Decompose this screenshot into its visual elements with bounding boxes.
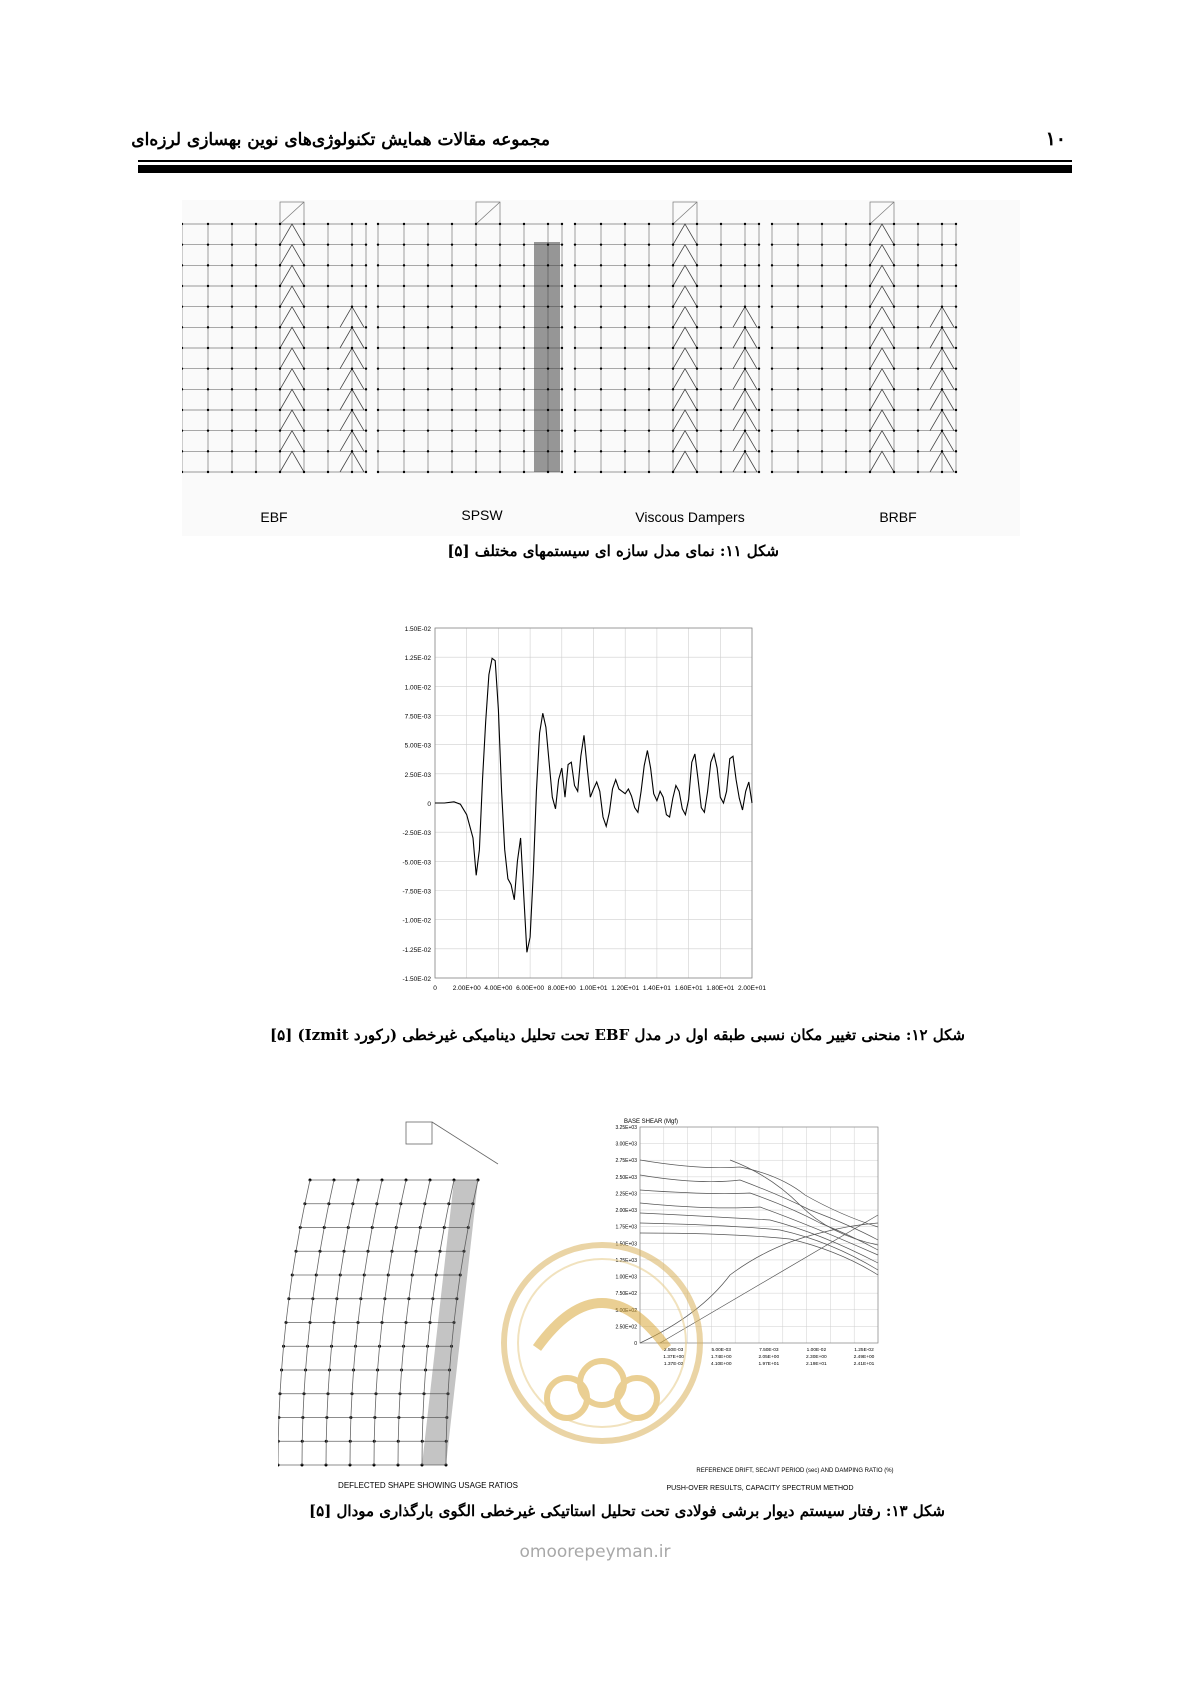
pushover-y-tick: 1.50E+03 bbox=[615, 1241, 637, 1248]
pushover-x-tick: 1.37E+00 bbox=[663, 1355, 684, 1360]
page-number: ۱۰ bbox=[1045, 128, 1066, 150]
x-tick-label: 1.20E+01 bbox=[611, 985, 640, 992]
x-tick-label: 1.00E+01 bbox=[579, 985, 608, 992]
deflected-shape-label: DEFLECTED SHAPE SHOWING USAGE RATIOS bbox=[338, 1481, 518, 1490]
frame-label-ebf: EBF bbox=[260, 509, 288, 525]
pushover-x-tick: 7.50E-03 bbox=[759, 1348, 779, 1353]
y-tick-label: 7.50E-03 bbox=[404, 713, 431, 721]
pushover-y-tick: 0 bbox=[634, 1341, 637, 1347]
pushover-x-tick: 1.37E-03 bbox=[663, 1362, 684, 1367]
pushover-x-tick: 1.74E+00 bbox=[710, 1355, 732, 1360]
pushover-y-tick: 2.00E+03 bbox=[615, 1208, 637, 1215]
pushover-x-tick: 1.97E+01 bbox=[758, 1362, 780, 1367]
pushover-bottom-label: PUSH-OVER RESULTS, CAPACITY SPECTRUM METHOD bbox=[666, 1485, 854, 1492]
pushover-curve bbox=[730, 1160, 878, 1245]
header-rule-thick bbox=[138, 165, 1072, 173]
y-tick-label: -1.50E-02 bbox=[402, 976, 431, 983]
y-tick-label: 1.50E-02 bbox=[404, 626, 431, 633]
x-tick-label: 4.00E+00 bbox=[484, 985, 513, 992]
watermark-seal-icon bbox=[497, 1238, 707, 1448]
drift-chart-svg bbox=[390, 622, 815, 1017]
pushover-x-tick: 1.25E-02 bbox=[854, 1348, 874, 1353]
x-tick-label: 8.00E+00 bbox=[547, 985, 576, 992]
pushover-x-tick: 4.10E+00 bbox=[710, 1362, 732, 1367]
pushover-x-tick: 5.00E-03 bbox=[711, 1348, 731, 1353]
figure-11-frames bbox=[182, 200, 1020, 536]
x-tick-label: 2.00E+01 bbox=[737, 985, 767, 992]
pushover-y-tick: 7.50E+02 bbox=[615, 1291, 637, 1298]
figure-12-chart bbox=[390, 622, 815, 1017]
y-tick-label: 5.00E-03 bbox=[404, 742, 431, 750]
pushover-y-tick: 1.25E+03 bbox=[615, 1257, 637, 1264]
y-tick-label: -1.25E-02 bbox=[402, 946, 431, 954]
pushover-y-tick: 3.25E+03 bbox=[615, 1125, 637, 1131]
figure-12-caption: شکل ۱۲: منحنی تغییر مکان نسبی طبقه اول در مدل EBF تحت تحلیل دینامیکی غیرخطی (رکورد Izmit) [۵] bbox=[270, 1026, 965, 1044]
y-tick-label: -5.00E-03 bbox=[402, 859, 431, 867]
frame-label-spsw: SPSW bbox=[461, 507, 503, 523]
pushover-y-tick: 3.00E+03 bbox=[615, 1141, 637, 1148]
x-tick-label: 1.40E+01 bbox=[642, 985, 671, 992]
watermark-url: omoorepeyman.ir bbox=[519, 1542, 671, 1562]
pushover-x-tick: 2.50E-03 bbox=[663, 1348, 684, 1353]
frame-label-brbf: BRBF bbox=[879, 509, 917, 525]
y-tick-label: -1.00E-02 bbox=[402, 917, 431, 925]
figure-11-canvas bbox=[182, 200, 1020, 536]
pushover-y-tick: 2.50E+03 bbox=[615, 1174, 637, 1181]
x-tick-label: 2.00E+00 bbox=[452, 985, 481, 992]
pushover-x-tick: 2.49E+00 bbox=[853, 1355, 875, 1360]
pushover-x-tick: 2.05E+00 bbox=[758, 1355, 780, 1360]
y-tick-label: 2.50E-03 bbox=[404, 771, 431, 779]
header-rule-thin bbox=[138, 160, 1072, 162]
pushover-y-tick: 1.00E+03 bbox=[615, 1274, 637, 1281]
x-tick-label: 6.00E+00 bbox=[516, 985, 545, 992]
pushover-x-tick: 2.19E+01 bbox=[806, 1362, 827, 1367]
pushover-y-title: BASE SHEAR (Mgf) bbox=[624, 1119, 679, 1125]
figure-11-caption: شکل ۱۱: نمای مدل سازه ای سیستمهای مختلف [۵] bbox=[447, 542, 779, 560]
x-tick-label: 1.60E+01 bbox=[674, 985, 703, 992]
x-tick-label: 0 bbox=[433, 985, 437, 992]
pushover-y-tick: 1.75E+03 bbox=[615, 1224, 637, 1231]
pushover-x-tick: 2.30E+00 bbox=[806, 1355, 827, 1360]
pushover-x-tick: 1.00E-02 bbox=[806, 1348, 827, 1353]
frame-label-viscous-dampers: Viscous Dampers bbox=[635, 509, 745, 525]
pushover-y-tick: 2.75E+03 bbox=[615, 1158, 637, 1165]
y-tick-label: 1.25E-02 bbox=[404, 655, 431, 663]
running-header-title: مجموعه مقالات همایش تکنولوژی‌های نوین بهسازی لرزه‌ای bbox=[131, 130, 550, 150]
x-tick-label: 1.80E+01 bbox=[706, 985, 735, 992]
pushover-x-label: REFERENCE DRIFT, SECANT PERIOD (sec) AND DAMPING RATIO (%) bbox=[696, 1468, 894, 1474]
y-tick-label: 0 bbox=[427, 801, 431, 808]
figure-13-caption: شکل ۱۳: رفتار سیستم دیوار برشی فولادی تحت تحلیل استاتیکی غیرخطی الگوی بارگذاری مودال [۵] bbox=[309, 1502, 945, 1520]
pushover-y-tick: 5.00E+02 bbox=[615, 1307, 637, 1314]
y-tick-label: 1.00E-02 bbox=[404, 684, 431, 692]
y-tick-label: -7.50E-03 bbox=[402, 888, 431, 896]
pushover-y-tick: 2.25E+03 bbox=[615, 1191, 637, 1198]
y-tick-label: -2.50E-03 bbox=[402, 830, 431, 838]
pushover-x-tick: 2.41E+01 bbox=[853, 1362, 875, 1367]
pushover-y-tick: 2.50E+02 bbox=[615, 1324, 637, 1331]
